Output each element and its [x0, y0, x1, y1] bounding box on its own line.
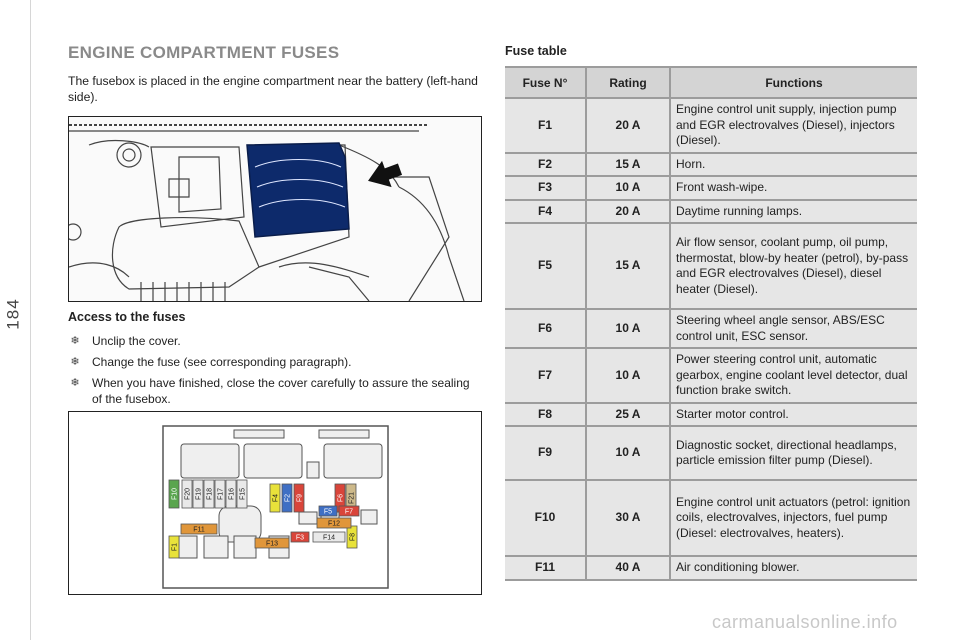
fuse-rating-cell: 10 A	[585, 349, 669, 402]
column-header-fuse: Fuse N°	[505, 68, 585, 97]
fuse-f5	[319, 506, 337, 516]
fuse-f13	[255, 538, 289, 548]
arrow-pointer-icon	[363, 156, 405, 194]
fuse-function-cell: Horn.	[669, 154, 917, 176]
fuse-label: F13	[265, 540, 279, 548]
fuse-label: F19	[195, 487, 203, 501]
column-header-functions: Functions	[669, 68, 917, 97]
table-row	[505, 404, 917, 426]
engine-compartment-drawing	[69, 117, 481, 301]
fuse-label: F4	[272, 493, 280, 503]
table-row	[505, 224, 917, 308]
fuse-label: F11	[193, 526, 205, 534]
fuse-f10	[169, 480, 179, 508]
fuse-rating-cell: 30 A	[585, 481, 669, 555]
fuse-number-cell: F4	[505, 201, 585, 223]
fuse-number-cell: F8	[505, 404, 585, 426]
fuse-f9	[294, 484, 304, 512]
fuse-label: F2	[284, 493, 292, 503]
fuse-function-cell: Front wash-wipe.	[669, 177, 917, 199]
access-steps	[68, 333, 480, 412]
fuse-label: F10	[171, 487, 179, 501]
fuse-function-cell: Daytime running lamps.	[669, 201, 917, 223]
fuse-f19	[193, 480, 203, 508]
fuse-label: F6	[337, 493, 345, 503]
fuse-label: F7	[344, 508, 354, 516]
fuse-function-cell: Air flow sensor, coolant pump, oil pump, thermostat, blow-by heater (petrol), by-pass and EGR electrovalves (Diesel), diesel heater (Diesel).	[669, 224, 917, 308]
fuse-rating-cell: 10 A	[585, 177, 669, 199]
snowflake-bullet-icon: ❄	[70, 356, 80, 368]
fuse-label: F15	[239, 487, 247, 501]
fuse-label: F16	[228, 487, 236, 501]
fuse-f18	[204, 480, 214, 508]
fuse-label: F5	[323, 508, 333, 516]
fuse-rating-cell: 15 A	[585, 224, 669, 308]
fuse-f3	[291, 532, 309, 542]
list-item: ❄ When you have finished, close the cover carefully to assure the sealing of the fusebox.	[68, 375, 480, 407]
fuse-number-cell: F10	[505, 481, 585, 555]
fuse-f20	[182, 480, 192, 508]
table-row	[505, 481, 917, 555]
fuse-rating-cell: 40 A	[585, 557, 669, 579]
fuse-function-cell: Steering wheel angle sensor, ABS/ESC control unit, ESC sensor.	[669, 310, 917, 347]
fusebox-diagram	[68, 411, 482, 595]
fuse-function-cell: Engine control unit supply, injection pump and EGR electrovalves (Diesel), injectors (Diesel).	[669, 99, 917, 152]
fuse-number-cell: F7	[505, 349, 585, 402]
fuse-function-cell: Air conditioning blower.	[669, 557, 917, 579]
snowflake-bullet-icon: ❄	[70, 335, 80, 347]
fuse-label: F9	[296, 493, 304, 503]
column-header-rating: Rating	[585, 68, 669, 97]
fuse-table-heading: Fuse table	[505, 44, 567, 58]
table-row	[505, 201, 917, 223]
table-header-row	[505, 68, 917, 97]
engine-compartment-illustration	[68, 116, 482, 302]
fuse-number-cell: F11	[505, 557, 585, 579]
table-row	[505, 427, 917, 479]
fuse-f11	[181, 524, 217, 534]
list-item: ❄ Change the fuse (see corresponding paragraph).	[68, 354, 480, 370]
fuse-number-cell: F6	[505, 310, 585, 347]
fuse-label: F21	[348, 491, 356, 505]
fuse-f4	[270, 484, 280, 512]
fuse-label: F12	[327, 520, 341, 528]
fuse-f8	[347, 526, 357, 548]
fuse-number-cell: F1	[505, 99, 585, 152]
fuse-function-cell: Diagnostic socket, directional headlamps, particle emission filter pump (Diesel).	[669, 427, 917, 479]
table-row	[505, 99, 917, 152]
fuse-rating-cell: 10 A	[585, 427, 669, 479]
fuse-rating-cell: 25 A	[585, 404, 669, 426]
fuse-number-cell: F3	[505, 177, 585, 199]
fuse-label: F20	[184, 487, 192, 501]
fuse-label: F1	[171, 542, 179, 552]
table-row	[505, 154, 917, 176]
fuse-function-cell: Engine control unit actuators (petrol: ignition coils, electrovalves, injectors, fuel pump (Diesel: electrovalves, heaters).	[669, 481, 917, 555]
table-row	[505, 349, 917, 402]
page-number: 184	[3, 298, 23, 330]
fuse-f1	[169, 536, 179, 558]
intro-text: The fusebox is placed in the engine compartment near the battery (left-hand side).	[68, 74, 478, 104]
fuse-table	[505, 66, 917, 581]
table-row	[505, 557, 917, 579]
fuse-f15	[237, 480, 247, 508]
fuse-function-cell: Starter motor control.	[669, 404, 917, 426]
fuse-label: F14	[322, 534, 336, 542]
list-item: ❄ Unclip the cover.	[68, 333, 480, 349]
snowflake-bullet-icon: ❄	[70, 377, 80, 389]
fuse-number-cell: F9	[505, 427, 585, 479]
fuse-label: F8	[349, 532, 357, 542]
fuse-function-cell: Power steering control unit, automatic gearbox, engine coolant level detector, dual function brake switch.	[669, 349, 917, 402]
fusebox-cover-highlight	[247, 143, 349, 237]
fuse-rating-cell: 20 A	[585, 99, 669, 152]
fuse-number-cell: F2	[505, 154, 585, 176]
fusebox-layout-drawing	[69, 412, 481, 594]
side-rule	[30, 0, 31, 640]
fuse-f14	[313, 532, 345, 542]
fuse-f17	[215, 480, 225, 508]
watermark-footer: carmanualsonline.info	[712, 612, 898, 632]
fuse-f12	[317, 518, 351, 528]
fuse-f7	[339, 506, 359, 516]
fuse-rating-cell: 15 A	[585, 154, 669, 176]
table-row	[505, 310, 917, 347]
table-row	[505, 177, 917, 199]
fuse-label: F17	[217, 487, 225, 501]
fuse-f2	[282, 484, 292, 512]
fuse-rating-cell: 10 A	[585, 310, 669, 347]
fuse-number-cell: F5	[505, 224, 585, 308]
access-heading: Access to the fuses	[68, 310, 186, 324]
fuse-label: F3	[295, 534, 305, 542]
page-title: ENGINE COMPARTMENT FUSES	[68, 43, 340, 62]
fuse-f16	[226, 480, 236, 508]
fuse-rating-cell: 20 A	[585, 201, 669, 223]
fuse-label: F18	[206, 487, 214, 501]
